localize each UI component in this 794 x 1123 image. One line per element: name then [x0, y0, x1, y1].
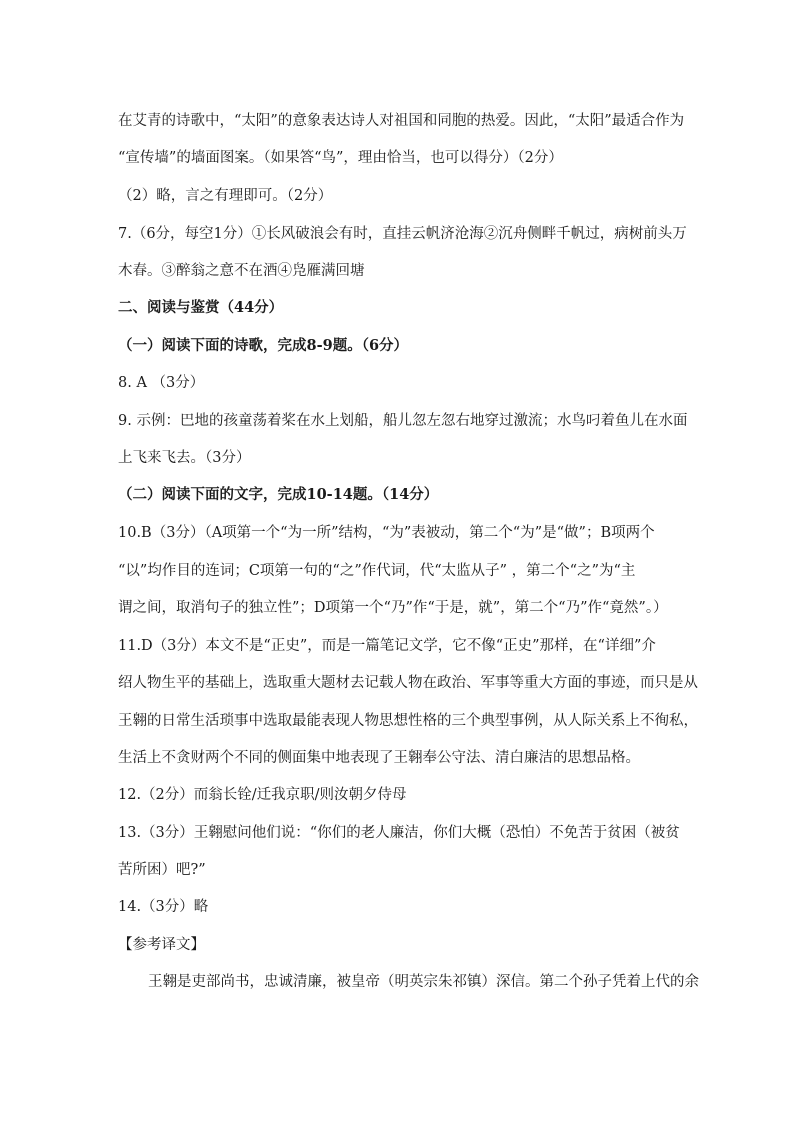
text-line: 10.B（3分）（A项第一个“为一所”结构，“为”表被动，第二个“为”是“做”；B项两个 [118, 525, 655, 541]
subsection-heading: （一）阅读下面的诗歌，完成8-9题。（6分） [118, 337, 409, 354]
text-line: 木春。③醉翁之意不在酒④凫雁满回塘 [118, 263, 365, 279]
section-heading: 二、阅读与鉴赏（44分） [118, 299, 284, 316]
subsection-heading: （二）阅读下面的文字，完成10-14题。（14分） [118, 486, 439, 503]
translation-heading: 【参考译文】 [118, 937, 205, 953]
text-line: 生活上不贪财两个不同的侧面集中地表现了王翱奉公守法、清白廉洁的思想品格。 [118, 750, 640, 766]
text-line: 绍人物生平的基础上，选取重大题材去记载人物在政治、军事等重大方面的事迹，而只是从 [118, 675, 698, 691]
text-line: 王翱的日常生活琐事中选取最能表现人物思想性格的三个典型事例，从人际关系上不徇私， [118, 713, 698, 729]
answer-line: 12.（2分）而翁长铨/迁我京职/则汝朝夕侍母 [118, 787, 407, 803]
text-line: 7.（6分，每空1分）①长风破浪会有时，直挂云帆济沧海②沉舟侧畔千帆过，病树前头万 [118, 226, 687, 242]
text-line: 11.D（3分）本文不是“正史”，而是一篇笔记文学，它不像“正史”那样，在“详细”介 [118, 638, 656, 654]
text-line: （2）略，言之有理即可。（2分） [118, 188, 333, 204]
text-line: “以”均作目的连词；C项第一句的“之”作代词，代“太监从子” ，第二个“之”为“主 [118, 563, 636, 579]
answer-line: 8. A （3分） [118, 375, 205, 391]
text-line: “宣传墙”的墙面图案。（如果答“鸟”，理由恰当，也可以得分）（2分） [118, 150, 563, 166]
text-line: 13.（3分）王翱慰问他们说：“你们的老人廉洁，你们大概（恐怕）不免苦于贫困（被贫 [118, 825, 680, 841]
text-line: 在艾青的诗歌中，“太阳”的意象表达诗人对祖国和同胞的热爱。因此，“太阳”最适合作为 [118, 113, 685, 129]
text-line: 王翱是吏部尚书，忠诚清廉，被皇帝（明英宗朱祁镇）深信。第二个孙子凭着上代的余 [148, 974, 699, 990]
text-line: 苦所困）吧?” [118, 862, 206, 878]
text-line: 谓之间，取消句子的独立性”；D项第一个“乃”作“于是，就”，第二个“乃”作“竟然”。） [118, 600, 668, 616]
answer-line: 14.（3分）略 [118, 899, 209, 915]
text-line: 上飞来飞去。（3分） [118, 450, 251, 466]
text-line: 9. 示例：巴地的孩童荡着桨在水上划船，船儿忽左忽右地穿过激流；水鸟叼着鱼儿在水面 [118, 413, 688, 429]
